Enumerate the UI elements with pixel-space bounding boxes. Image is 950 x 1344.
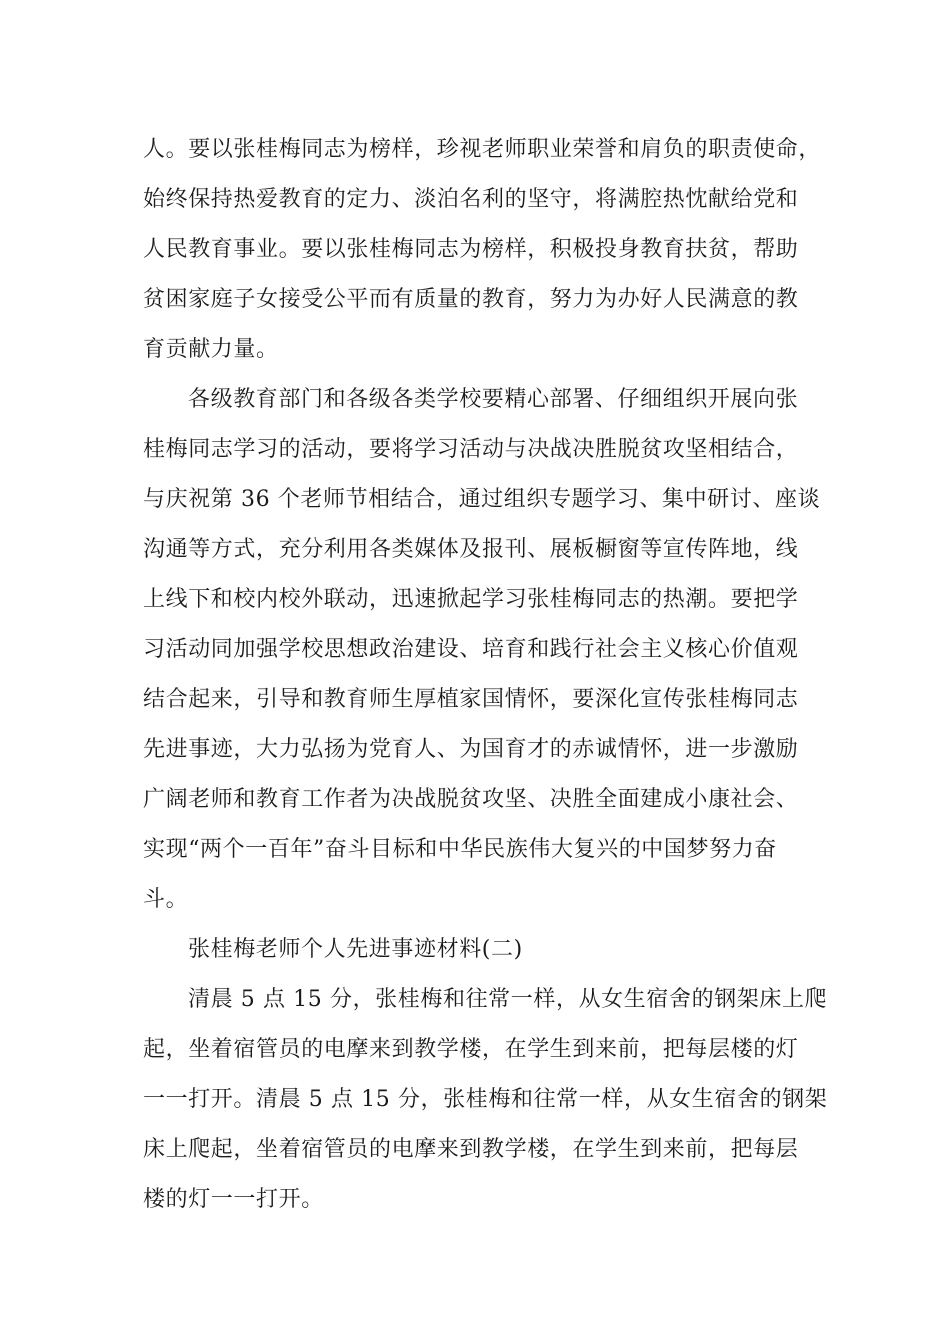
text-line: 斗。 <box>143 887 189 912</box>
paragraph-first-line: 各级教育部门和各级各类学校要精心部署、仔细组织开展向张 <box>188 387 799 412</box>
paragraph-first-line: 清晨 5 点 15 分，张桂梅和往常一样，从女生宿舍的钢架床上爬 <box>188 987 828 1012</box>
text-line: 习活动同加强学校思想政治建设、培育和践行社会主义核心价值观 <box>143 637 799 662</box>
text-line: 人。要以张桂梅同志为榜样，珍视老师职业荣誉和肩负的职责使命， <box>143 137 822 162</box>
text-line: 始终保持热爱教育的定力、淡泊名利的坚守，将满腔热忱献给党和 <box>143 187 799 212</box>
text-line: 床上爬起，坐着宿管员的电摩来到教学楼，在学生到来前，把每层 <box>143 1137 799 1162</box>
text-line: 育贡献力量。 <box>143 337 279 362</box>
text-line: 桂梅同志学习的活动，要将学习活动与决战决胜脱贫攻坚相结合， <box>143 437 799 462</box>
text-line: 实现“两个一百年”奋斗目标和中华民族伟大复兴的中国梦努力奋 <box>143 837 777 862</box>
text-line: 楼的灯一一打开。 <box>143 1187 324 1212</box>
text-line: 上线下和校内校外联动，迅速掀起学习张桂梅同志的热潮。要把学 <box>143 587 799 612</box>
text-line: 人民教育事业。要以张桂梅同志为榜样，积极投身教育扶贫，帮助 <box>143 237 799 262</box>
text-line: 一一打开。清晨 5 点 15 分，张桂梅和往常一样，从女生宿舍的钢架 <box>143 1087 828 1112</box>
text-line: 与庆祝第 36 个老师节相结合，通过组织专题学习、集中研讨、座谈 <box>143 487 821 512</box>
text-line: 先进事迹，大力弘扬为党育人、为国育才的赤诚情怀，进一步激励 <box>143 737 799 762</box>
text-line: 起，坐着宿管员的电摩来到教学楼，在学生到来前，把每层楼的灯 <box>143 1037 799 1062</box>
text-line: 结合起来，引导和教育师生厚植家国情怀，要深化宣传张桂梅同志 <box>143 687 799 712</box>
text-line: 贫困家庭子女接受公平而有质量的教育，努力为办好人民满意的教 <box>143 287 799 312</box>
text-line: 沟通等方式，充分利用各类媒体及报刊、展板橱窗等宣传阵地，线 <box>143 537 799 562</box>
text-line: 广阔老师和教育工作者为决战脱贫攻坚、决胜全面建成小康社会、 <box>143 787 799 812</box>
section-heading: 张桂梅老师个人先进事迹材料(二) <box>188 937 523 962</box>
